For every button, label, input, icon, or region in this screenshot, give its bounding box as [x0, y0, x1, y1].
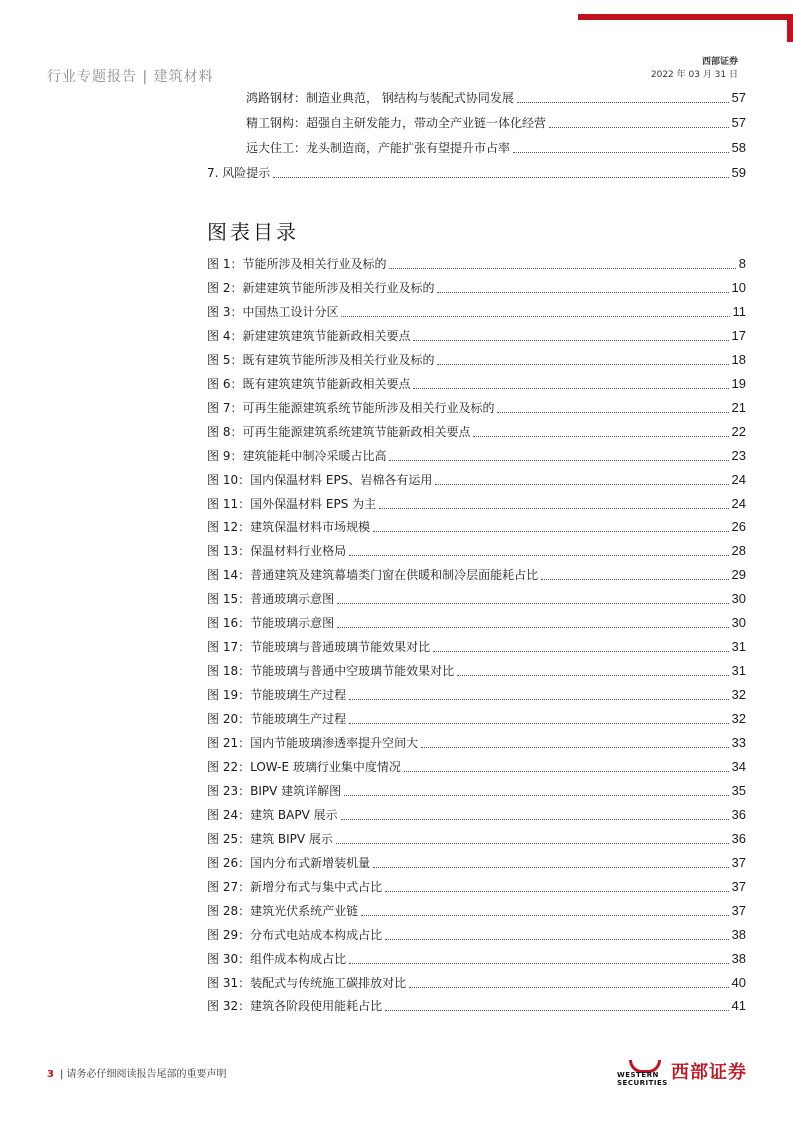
figure-entry[interactable]: [207, 903, 746, 919]
dot-leader: [404, 770, 729, 772]
figure-entry[interactable]: [207, 400, 746, 416]
dot-leader: [337, 626, 728, 628]
figure-entry-label: 图 3：中国热工设计分区: [207, 305, 339, 319]
corner-accent-vertical: [787, 14, 793, 42]
footer-note: 请务必仔细阅读报告尾部的重要声明: [66, 1069, 227, 1080]
figure-entry-label: 图 10：国内保温材料 EPS、岩棉各有运用: [207, 473, 433, 487]
figure-entry[interactable]: [207, 951, 746, 967]
toc-entry-label: 精工钢构：超强自主研发能力，带动全产业链一体化经营: [246, 116, 547, 130]
figure-entry-page: 29: [731, 567, 746, 582]
dot-leader: [349, 698, 728, 700]
dot-leader: [379, 507, 728, 509]
figure-entry-page: 37: [731, 903, 746, 918]
dot-leader: [373, 530, 728, 532]
dot-leader: [413, 339, 728, 341]
figure-entry[interactable]: [207, 711, 746, 727]
figure-entry-page: 17: [731, 328, 746, 343]
figure-entry-label: 图 19：节能玻璃生产过程: [207, 688, 347, 702]
dot-leader: [541, 578, 728, 580]
figure-entry-label: 图 1：节能所涉及相关行业及标的: [207, 257, 387, 271]
figure-entry-label: 图 4：新建建筑建筑节能新政相关要点: [207, 329, 411, 343]
figure-entry-label: 图 15：普通玻璃示意图: [207, 592, 335, 606]
corner-accent-horizontal: [578, 14, 793, 20]
dot-leader: [373, 866, 728, 868]
dot-leader: [435, 483, 728, 485]
figure-entry[interactable]: [207, 783, 746, 799]
dot-leader: [341, 315, 729, 317]
figure-entry-page: 18: [731, 352, 746, 367]
figure-entry-label: 图 12：建筑保温材料市场规模: [207, 520, 371, 534]
figure-entry[interactable]: [207, 639, 746, 655]
figure-entry[interactable]: [207, 591, 746, 607]
dot-leader: [433, 650, 728, 652]
dot-leader: [349, 722, 728, 724]
dot-leader: [457, 674, 728, 676]
figure-entry-label: 图 25：建筑 BIPV 展示: [207, 832, 333, 846]
figure-entry[interactable]: [207, 759, 746, 775]
figure-entry-label: 图 22：LOW-E 玻璃行业集中度情况: [207, 760, 401, 774]
figure-entry-page: 38: [731, 927, 746, 942]
figure-entry-page: 23: [731, 448, 746, 463]
figure-entry[interactable]: [207, 256, 746, 272]
figure-entry-page: 35: [731, 783, 746, 798]
report-category: 行业专题报告 | 建筑材料: [47, 69, 214, 85]
figure-entry[interactable]: [207, 424, 746, 440]
toc-entry-label: 远大住工：龙头制造商，产能扩张有望提升市占率: [246, 141, 511, 155]
toc-entry[interactable]: [246, 90, 746, 106]
dot-leader: [437, 363, 728, 365]
figure-entry-label: 图 7：可再生能源建筑系统节能所涉及相关行业及标的: [207, 401, 495, 415]
figure-entry-label: 图 24：建筑 BAPV 展示: [207, 808, 338, 822]
figure-entry[interactable]: [207, 519, 746, 535]
figure-entry-page: 19: [731, 376, 746, 391]
figure-entry-label: 图 30：组件成本构成占比: [207, 952, 347, 966]
dot-leader: [421, 746, 728, 748]
figure-entry[interactable]: [207, 831, 746, 847]
company-logo: [617, 1058, 747, 1087]
bull-logo-icon: [617, 1060, 668, 1087]
figure-entry-page: 21: [731, 400, 746, 415]
figure-entry[interactable]: [207, 280, 746, 296]
dot-leader: [273, 176, 728, 178]
figure-entry[interactable]: [207, 448, 746, 464]
header-brand: 西部证券: [701, 57, 738, 67]
toc-entry[interactable]: [246, 140, 746, 156]
dot-leader: [336, 842, 729, 844]
figure-entry-page: 24: [731, 472, 746, 487]
figure-entry[interactable]: [207, 472, 746, 488]
toc-entry[interactable]: [246, 115, 746, 131]
dot-leader: [349, 962, 728, 964]
dot-leader: [517, 101, 729, 103]
figure-entry-label: 图 2：新建建筑节能所涉及相关行业及标的: [207, 281, 435, 295]
figure-entry[interactable]: [207, 975, 746, 991]
dot-leader: [513, 151, 729, 153]
figure-entry-page: 36: [731, 831, 746, 846]
figure-entry-page: 36: [731, 807, 746, 822]
header-meta: [651, 56, 738, 82]
figure-entry-page: 32: [731, 687, 746, 702]
figure-entry-page: 33: [731, 735, 746, 750]
figure-entry-page: 37: [731, 879, 746, 894]
figure-entry-label: 图 6：既有建筑建筑节能新政相关要点: [207, 377, 411, 391]
figure-entry-page: 22: [731, 424, 746, 439]
dot-leader: [549, 126, 729, 128]
dot-leader: [341, 818, 729, 820]
dot-leader: [385, 890, 728, 892]
figure-entry-label: 图 32：建筑各阶段使用能耗占比: [207, 999, 383, 1013]
toc-entry-page: 57: [731, 115, 746, 130]
figure-entry[interactable]: [207, 687, 746, 703]
figure-entry-page: 8: [738, 256, 746, 271]
figure-entry-label: 图 14：普通建筑及建筑幕墙类门窗在供暖和制冷层面能耗占比: [207, 568, 539, 582]
logo-english: WESTERN SECURITIES: [617, 1071, 668, 1087]
figure-entry[interactable]: [207, 807, 746, 823]
figure-entry-label: 图 18：节能玻璃与普通中空玻璃节能效果对比: [207, 664, 455, 678]
toc-entry[interactable]: [207, 165, 746, 181]
figure-entry-label: 图 28：建筑光伏系统产业链: [207, 904, 359, 918]
figure-entry-page: 41: [731, 998, 746, 1013]
figure-entry-page: 30: [731, 615, 746, 630]
footer-disclaimer: [47, 1065, 227, 1080]
dot-leader: [413, 387, 728, 389]
figure-entry-page: 31: [731, 663, 746, 678]
figure-entry[interactable]: [207, 879, 746, 895]
dot-leader: [349, 554, 728, 556]
figure-entry-page: 34: [731, 759, 746, 774]
toc-entry-page: 59: [731, 165, 746, 180]
figure-entry-label: 图 16：节能玻璃示意图: [207, 616, 335, 630]
figure-entry-label: 图 13：保温材料行业格局: [207, 544, 347, 558]
figure-entry[interactable]: [207, 328, 746, 344]
report-date: 2022 年 03 月 31 日: [650, 70, 738, 80]
figures-list-title: 图表目录: [207, 220, 299, 244]
dot-leader: [344, 794, 728, 796]
figure-entry[interactable]: [207, 567, 746, 583]
figure-entry-label: 图 27：新增分布式与集中式占比: [207, 880, 383, 894]
figure-entry-page: 40: [731, 975, 746, 990]
figure-entry[interactable]: [207, 543, 746, 559]
figure-entry[interactable]: [207, 998, 746, 1014]
dot-leader: [385, 938, 728, 940]
dot-leader: [409, 986, 728, 988]
dot-leader: [389, 459, 728, 461]
figure-entry-label: 图 5：既有建筑节能所涉及相关行业及标的: [207, 353, 435, 367]
figure-entry-page: 11: [732, 304, 746, 319]
toc-entry-label: 7. 风险提示: [207, 166, 271, 180]
figure-entry-label: 图 29：分布式电站成本构成占比: [207, 928, 383, 942]
footer-separator: |: [59, 1069, 67, 1080]
figure-entry-label: 图 9：建筑能耗中制冷采暖占比高: [207, 449, 387, 463]
figure-entry-page: 31: [731, 639, 746, 654]
figure-entry-label: 图 8：可再生能源建筑系统建筑节能新政相关要点: [207, 425, 471, 439]
toc-entry-label: 鸿路钢材：制造业典范， 钢结构与装配式协同发展: [246, 91, 514, 105]
figure-entry[interactable]: [207, 304, 746, 320]
figure-entry-page: 10: [731, 280, 746, 295]
figure-entry[interactable]: [207, 663, 746, 679]
dot-leader: [473, 435, 728, 437]
figure-entry[interactable]: [207, 855, 746, 871]
toc-entry-page: 57: [731, 90, 746, 105]
figure-entry-page: 32: [731, 711, 746, 726]
figure-entry-page: 28: [731, 543, 746, 558]
logo-chinese: 西部证券: [671, 1062, 747, 1083]
dot-leader: [361, 914, 728, 916]
figure-entry-label: 图 11：国外保温材料 EPS 为主: [207, 497, 377, 511]
dot-leader: [337, 602, 728, 604]
dot-leader: [385, 1009, 728, 1011]
figure-entry-page: 37: [731, 855, 746, 870]
figure-entry[interactable]: [207, 735, 746, 751]
figure-entry[interactable]: [207, 927, 746, 943]
page-number: 3: [47, 1069, 54, 1080]
figure-entry-label: 图 23：BIPV 建筑详解图: [207, 784, 342, 798]
figure-entry-page: 26: [731, 519, 746, 534]
figure-entry[interactable]: [207, 352, 746, 368]
figure-entry-label: 图 17：节能玻璃与普通玻璃节能效果对比: [207, 640, 431, 654]
figure-entry[interactable]: [207, 376, 746, 392]
figure-entry-label: 图 31：装配式与传统施工碳排放对比: [207, 976, 407, 990]
figure-entry-page: 38: [731, 951, 746, 966]
dot-leader: [437, 291, 728, 293]
dot-leader: [389, 267, 735, 269]
figure-entry[interactable]: [207, 615, 746, 631]
figure-entry[interactable]: [207, 496, 746, 512]
figure-entry-label: 图 20：节能玻璃生产过程: [207, 712, 347, 726]
figure-entry-label: 图 21：国内节能玻璃渗透率提升空间大: [207, 736, 419, 750]
figure-entry-page: 30: [731, 591, 746, 606]
toc-entry-page: 58: [731, 140, 746, 155]
figure-entry-page: 24: [731, 496, 746, 511]
dot-leader: [497, 411, 728, 413]
figure-entry-label: 图 26：国内分布式新增装机量: [207, 856, 371, 870]
